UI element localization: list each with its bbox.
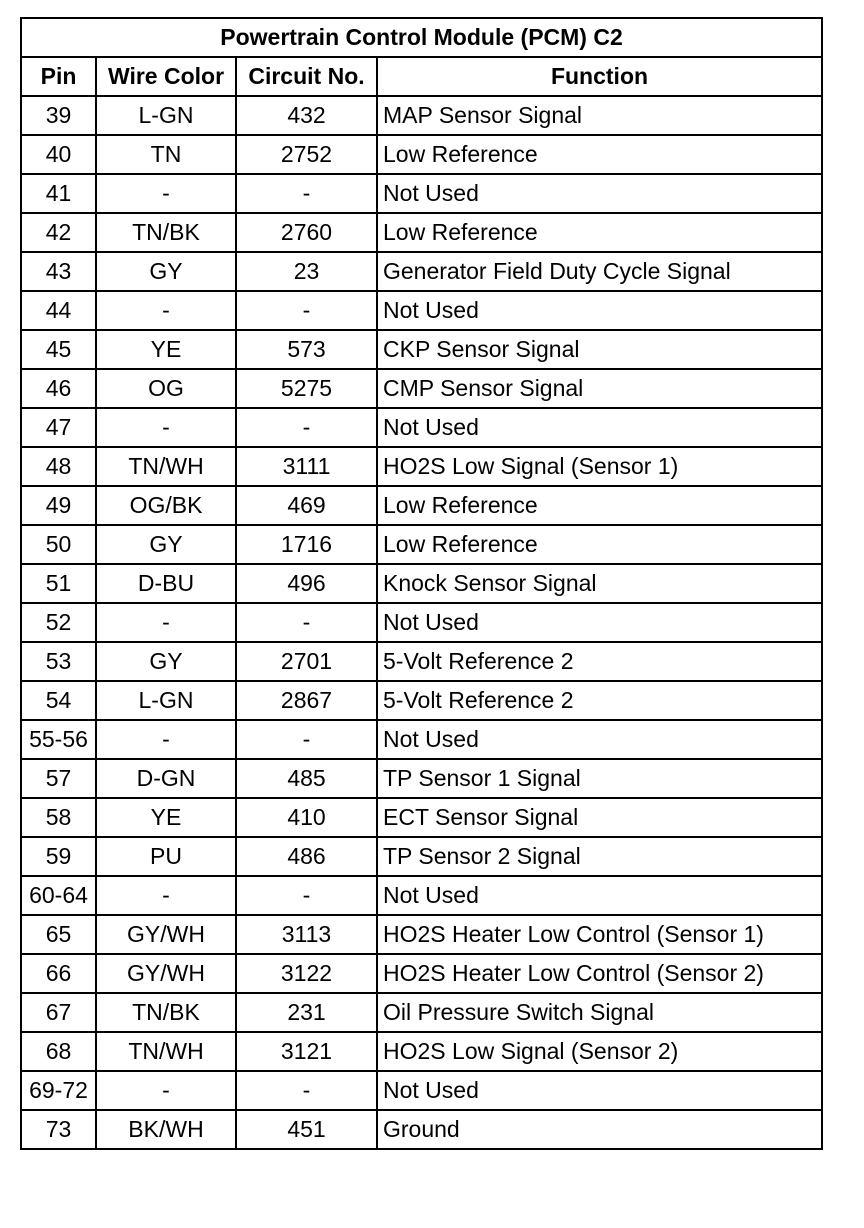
table-row [21,408,822,447]
table-row [21,837,822,876]
header-function: Function [377,57,822,96]
circuit-no-cell: 3122 [236,954,377,993]
function-cell: TP Sensor 1 Signal [377,759,822,798]
table-row [21,525,822,564]
wire-color-cell: - [96,174,236,213]
wire-color-cell: YE [96,330,236,369]
header-pin: Pin [21,57,96,96]
table-row [21,876,822,915]
function-cell: MAP Sensor Signal [377,96,822,135]
pin-cell: 46 [21,369,96,408]
table-title-row [21,18,822,57]
circuit-no-cell: 231 [236,993,377,1032]
wire-color-cell: PU [96,837,236,876]
pin-cell: 52 [21,603,96,642]
circuit-no-cell: 3111 [236,447,377,486]
circuit-no-cell: 2760 [236,213,377,252]
function-cell: Not Used [377,603,822,642]
circuit-no-cell: 5275 [236,369,377,408]
wire-color-cell: L-GN [96,96,236,135]
table-row [21,915,822,954]
pin-cell: 53 [21,642,96,681]
pin-cell: 51 [21,564,96,603]
pin-cell: 55-56 [21,720,96,759]
pin-cell: 48 [21,447,96,486]
circuit-no-cell: - [236,876,377,915]
function-cell: CKP Sensor Signal [377,330,822,369]
table-row [21,330,822,369]
wire-color-cell: YE [96,798,236,837]
table-row [21,681,822,720]
function-cell: Oil Pressure Switch Signal [377,993,822,1032]
pin-cell: 41 [21,174,96,213]
table-title: Powertrain Control Module (PCM) C2 [21,18,822,57]
circuit-no-cell: - [236,291,377,330]
circuit-no-cell: 1716 [236,525,377,564]
pin-cell: 47 [21,408,96,447]
wire-color-cell: L-GN [96,681,236,720]
circuit-no-cell: 451 [236,1110,377,1149]
pin-cell: 73 [21,1110,96,1149]
function-cell: 5-Volt Reference 2 [377,681,822,720]
table-row [21,954,822,993]
circuit-no-cell: 2752 [236,135,377,174]
table-row [21,447,822,486]
function-cell: HO2S Heater Low Control (Sensor 2) [377,954,822,993]
function-cell: Low Reference [377,135,822,174]
wire-color-cell: - [96,720,236,759]
table-row [21,174,822,213]
function-cell: Ground [377,1110,822,1149]
function-cell: Not Used [377,291,822,330]
wire-color-cell: TN/BK [96,993,236,1032]
table-row [21,1032,822,1071]
header-circuit-no: Circuit No. [236,57,377,96]
table-row [21,291,822,330]
pin-cell: 39 [21,96,96,135]
circuit-no-cell: 496 [236,564,377,603]
wire-color-cell: TN [96,135,236,174]
function-cell: Generator Field Duty Cycle Signal [377,252,822,291]
pin-cell: 54 [21,681,96,720]
function-cell: 5-Volt Reference 2 [377,642,822,681]
wire-color-cell: OG/BK [96,486,236,525]
wire-color-cell: - [96,408,236,447]
pin-cell: 44 [21,291,96,330]
pin-cell: 49 [21,486,96,525]
circuit-no-cell: - [236,408,377,447]
wire-color-cell: - [96,876,236,915]
table-row [21,642,822,681]
table-row [21,1110,822,1149]
circuit-no-cell: 2701 [236,642,377,681]
circuit-no-cell: 2867 [236,681,377,720]
function-cell: CMP Sensor Signal [377,369,822,408]
function-cell: HO2S Heater Low Control (Sensor 1) [377,915,822,954]
pin-cell: 59 [21,837,96,876]
circuit-no-cell: 23 [236,252,377,291]
pin-cell: 42 [21,213,96,252]
table-row [21,213,822,252]
wire-color-cell: TN/WH [96,447,236,486]
table-row [21,603,822,642]
wire-color-cell: - [96,603,236,642]
wire-color-cell: GY/WH [96,954,236,993]
pin-cell: 50 [21,525,96,564]
wire-color-cell: GY [96,525,236,564]
circuit-no-cell: 485 [236,759,377,798]
table-row [21,486,822,525]
function-cell: ECT Sensor Signal [377,798,822,837]
table-row [21,96,822,135]
pin-cell: 45 [21,330,96,369]
wire-color-cell: GY [96,642,236,681]
function-cell: HO2S Low Signal (Sensor 1) [377,447,822,486]
table-row [21,135,822,174]
table-row [21,720,822,759]
function-cell: TP Sensor 2 Signal [377,837,822,876]
wire-color-cell: D-GN [96,759,236,798]
function-cell: Not Used [377,876,822,915]
wire-color-cell: TN/BK [96,213,236,252]
function-cell: Not Used [377,1071,822,1110]
circuit-no-cell: 469 [236,486,377,525]
circuit-no-cell: - [236,720,377,759]
pin-cell: 65 [21,915,96,954]
wire-color-cell: GY/WH [96,915,236,954]
circuit-no-cell: 3121 [236,1032,377,1071]
function-cell: Low Reference [377,486,822,525]
pin-cell: 40 [21,135,96,174]
circuit-no-cell: 573 [236,330,377,369]
wire-color-cell: OG [96,369,236,408]
function-cell: Low Reference [377,213,822,252]
table-row [21,252,822,291]
function-cell: Not Used [377,174,822,213]
circuit-no-cell: - [236,603,377,642]
table-header-row [21,57,822,96]
table-row [21,369,822,408]
pin-cell: 66 [21,954,96,993]
wire-color-cell: BK/WH [96,1110,236,1149]
circuit-no-cell: - [236,174,377,213]
table-row [21,1071,822,1110]
wire-color-cell: GY [96,252,236,291]
wire-color-cell: TN/WH [96,1032,236,1071]
pin-cell: 60-64 [21,876,96,915]
function-cell: Low Reference [377,525,822,564]
wire-color-cell: - [96,1071,236,1110]
pin-cell: 68 [21,1032,96,1071]
table-row [21,759,822,798]
pin-cell: 43 [21,252,96,291]
pin-cell: 67 [21,993,96,1032]
table-row [21,993,822,1032]
pin-cell: 57 [21,759,96,798]
pin-cell: 58 [21,798,96,837]
function-cell: Not Used [377,720,822,759]
wire-color-cell: D-BU [96,564,236,603]
pcm-c2-pinout-table [20,17,823,1150]
function-cell: Not Used [377,408,822,447]
circuit-no-cell: - [236,1071,377,1110]
circuit-no-cell: 410 [236,798,377,837]
function-cell: Knock Sensor Signal [377,564,822,603]
circuit-no-cell: 3113 [236,915,377,954]
table-body [21,96,822,1149]
pin-cell: 69-72 [21,1071,96,1110]
circuit-no-cell: 486 [236,837,377,876]
wire-color-cell: - [96,291,236,330]
function-cell: HO2S Low Signal (Sensor 2) [377,1032,822,1071]
table-row [21,798,822,837]
circuit-no-cell: 432 [236,96,377,135]
table-row [21,564,822,603]
header-wire-color: Wire Color [96,57,236,96]
